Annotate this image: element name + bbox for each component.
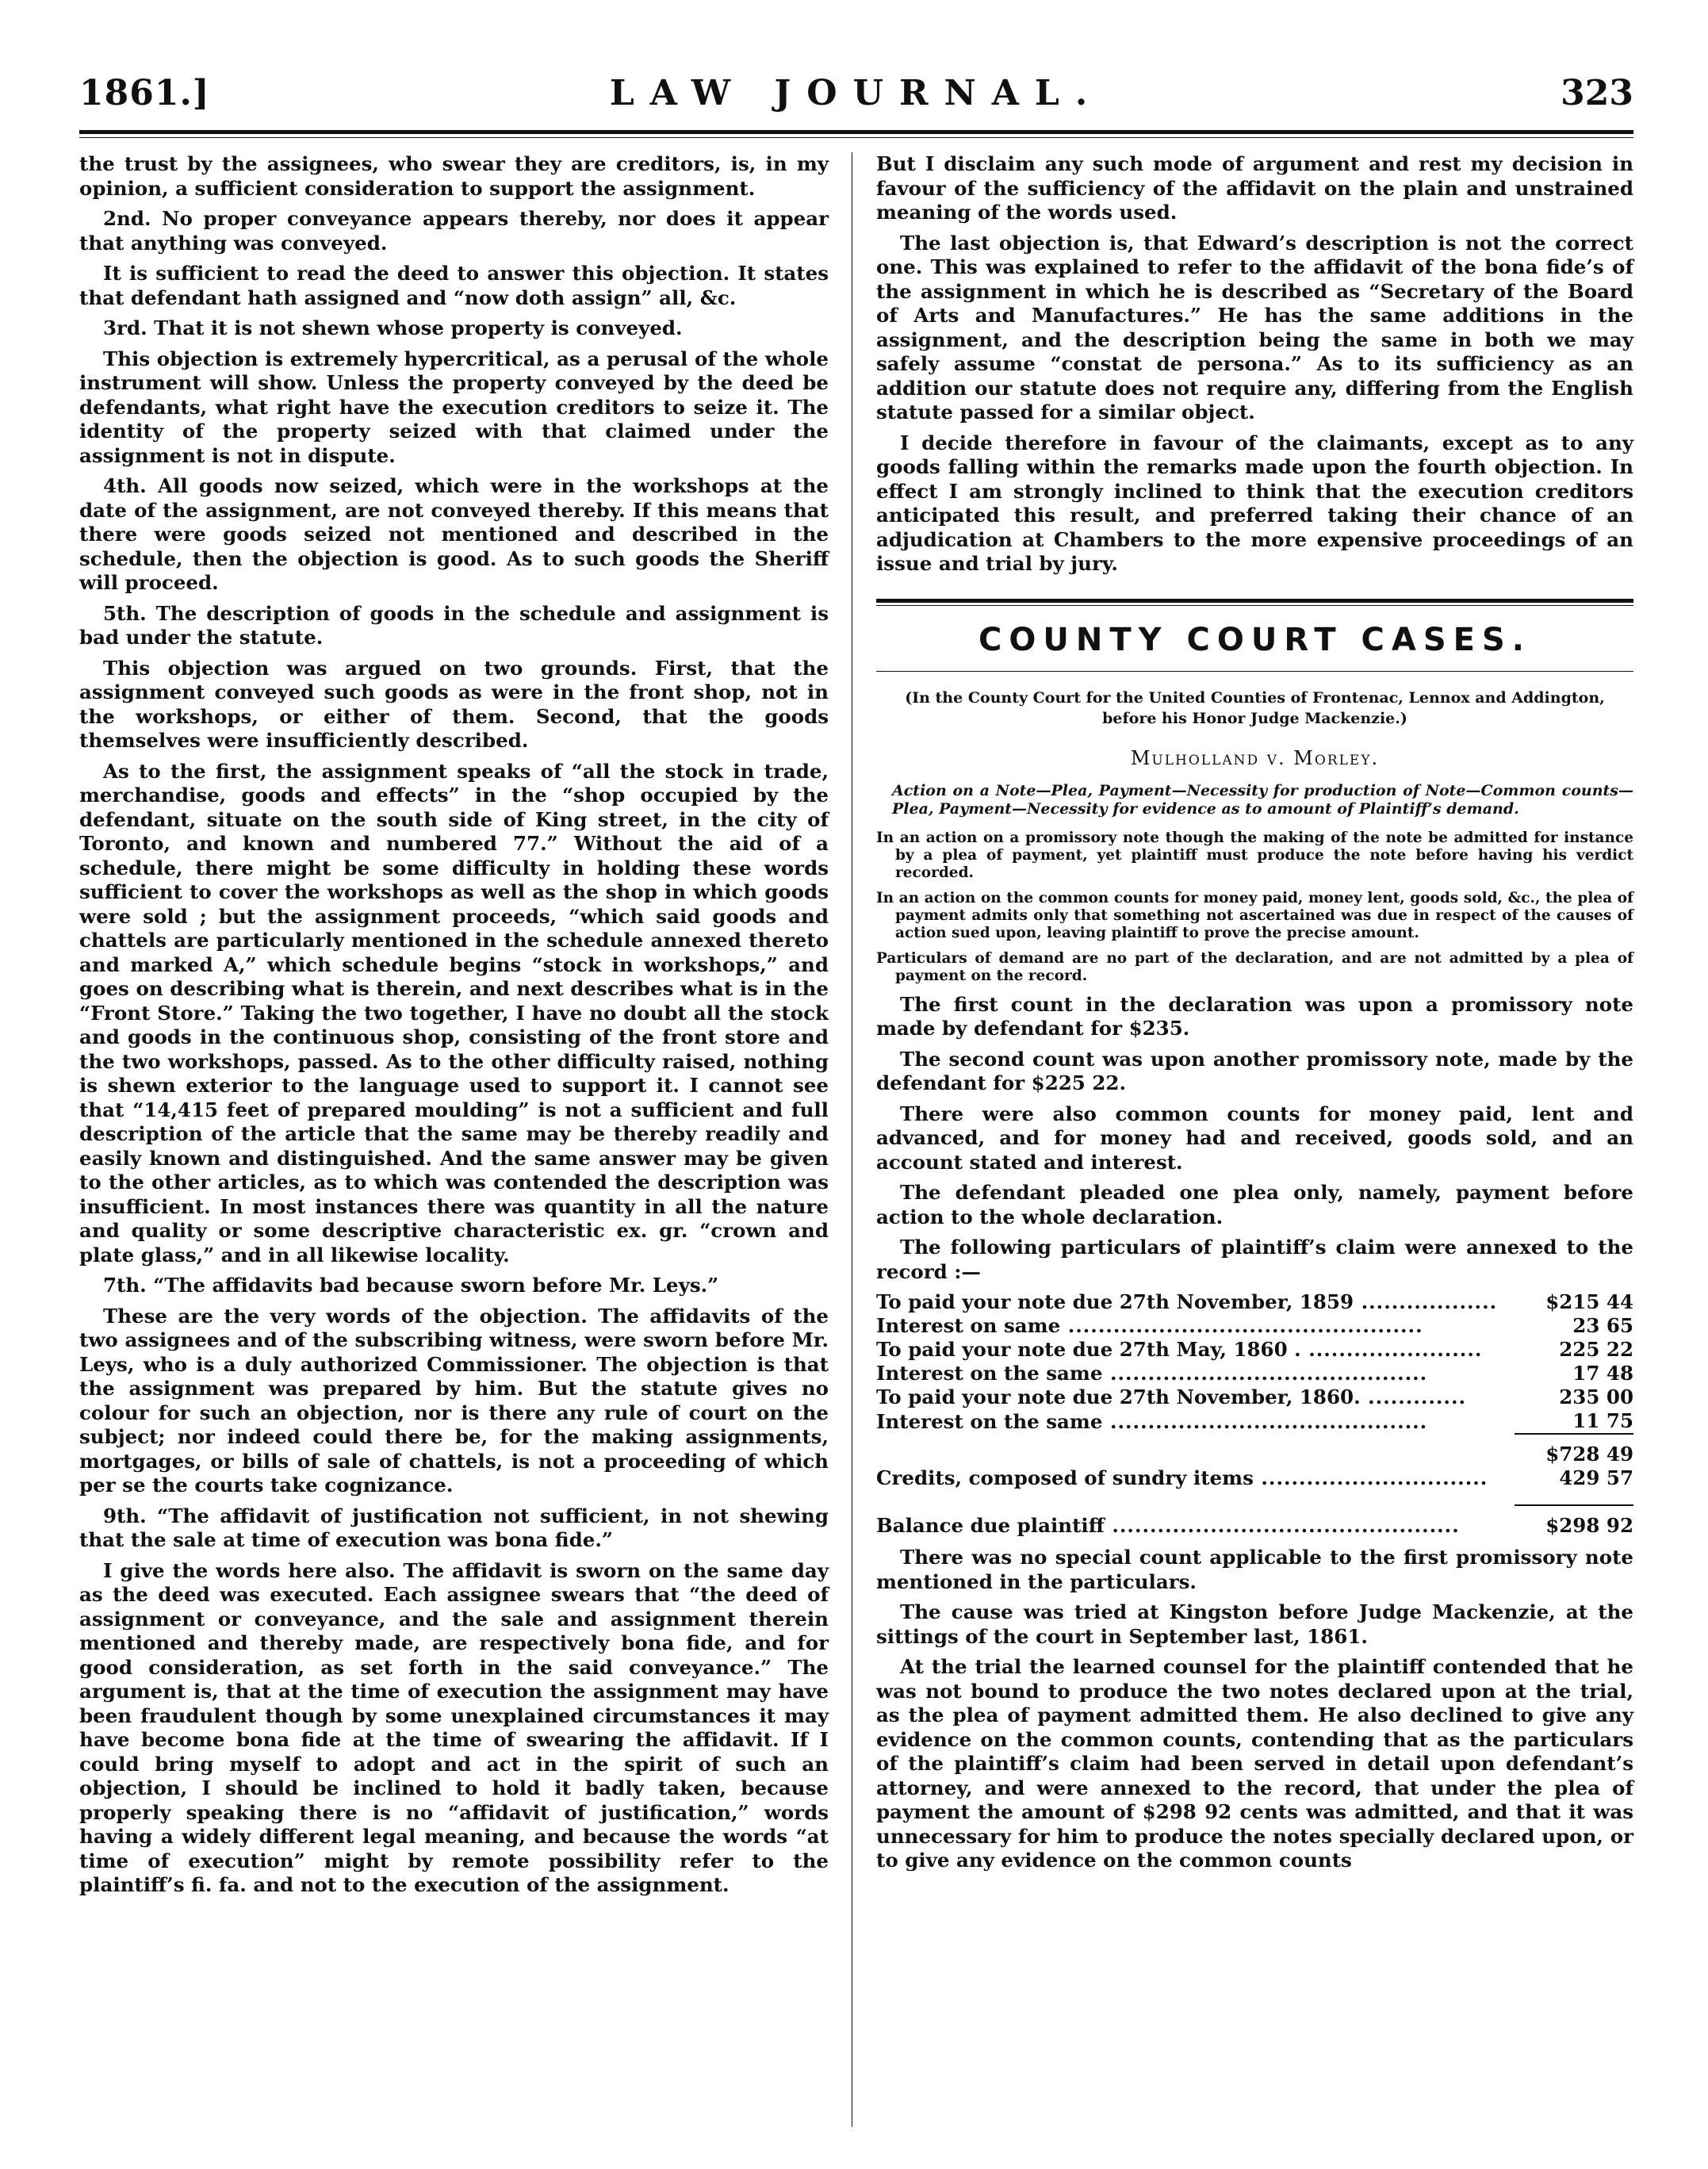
paragraph: It is sufficient to read the deed to answer this objection. It states that defendant hath assigned and “now doth assign” all, &c. xyxy=(79,262,829,309)
row-amount: 429 57 xyxy=(1559,1466,1633,1489)
paragraph: This objection is extremely hypercritical, as a perusal of the whole instrument will show. Unless the property conveyed by the deed be defendants, what right have the execution creditors to seize it. The identity of the property seized with that claimed under the assignment is not in dispute. xyxy=(79,347,829,467)
running-header xyxy=(79,73,1633,130)
table-row xyxy=(876,1290,1633,1314)
row-label: Balance due plaintiff .............................................. xyxy=(876,1514,1460,1537)
case-title: Mulholland v. Morley. xyxy=(1130,747,1380,769)
balance-amount: $298 92 xyxy=(1515,1505,1633,1538)
row-label: To paid your note due 27th November, 1860. ............. xyxy=(876,1385,1467,1408)
particulars-table xyxy=(876,1290,1633,1538)
paragraph: These are the very words of the objection. The affidavits of the two assignees and of the subscribing witness, were sworn before Mr. Leys, who is a duly authorized Commissioner. The objection is that the assignment was prepared by him. But the statute gives no colour for such an objection, nor is there any rule of court on the subject; nor indeed could there be, for the making assignments, mortgages, or bills of sale of chattels, is not a proceeding of which per se the courts take cognizance. xyxy=(79,1304,829,1496)
paragraph: the trust by the assignees, who swear they are creditors, is, in my opinion, a sufficient consideration to support the assignment. xyxy=(79,152,829,200)
paragraph: The last objection is, that Edward’s description is not the correct one. This was explained to refer to the affidavit of the bona fide’s of the assignment in which he is described as “Secretary of the Board of Arts and Manufactures.” He has the same additions in the assignment, and the description being the same in both we may safely assume “constat de persona.” As to its sufficiency as an addition our statute does not require any, differing from the English statute passed for a similar object. xyxy=(876,231,1633,423)
right-column xyxy=(876,152,1633,1880)
header-rule-thin xyxy=(79,137,1633,138)
table-row xyxy=(876,1362,1633,1385)
table-row xyxy=(876,1409,1633,1434)
paragraph: The cause was tried at Kingston before Judge Mackenzie, at the sittings of the court in September last, 1861. xyxy=(876,1600,1633,1648)
row-amount: 235 00 xyxy=(1559,1385,1633,1408)
case-subtitle: Action on a Note—Plea, Payment—Necessity for production of Note—Common counts—Plea, Payment—Necessity for evidence as to amount of Plaintiff’s demand. xyxy=(892,781,1633,818)
row-amount: 11 75 xyxy=(1572,1409,1633,1432)
headnote: In an action on a promissory note though the making of the note be admitted for instance by a plea of payment, yet plaintiff must produce the note before having his verdict recorded. xyxy=(876,829,1633,881)
paragraph: I decide therefore in favour of the claimants, except as to any goods falling within the remarks made upon the fourth objection. In effect I am strongly inclined to think that the execution creditors anticipated this result, and preferred taking their chance of an adjudication at Chambers to the more expensive proceedings of an issue and trial by jury. xyxy=(876,431,1633,575)
paragraph: The second count was upon another promissory note, made by the defendant for $225 22. xyxy=(876,1047,1633,1094)
paragraph: 7th. “The affidavits bad because sworn before Mr. Leys.” xyxy=(103,1274,719,1297)
headnote: In an action on the common counts for money paid, money lent, goods sold, &c., the plea of payment admits only that something not ascertained was due in respect of the causes of action sued upon, leaving plaintiff to prove the precise amount. xyxy=(876,889,1633,941)
row-amount: 17 48 xyxy=(1572,1362,1633,1385)
paragraph: 4th. All goods now seized, which were in the workshops at the date of the assignment, are not conveyed thereby. If this means that there were goods seized not mentioned and described in the schedule, then the objection is good. As to such goods the Sheriff will proceed. xyxy=(79,474,829,594)
paragraph: The first count in the declaration was upon a promissory note made by defendant for $235. xyxy=(876,992,1633,1040)
section-rule-thin xyxy=(876,605,1633,606)
paragraph: This objection was argued on two grounds. First, that the assignment conveyed such goods as were in the front shop, not in the workshops, or either of them. Second, that the goods themselves were insufficiently described. xyxy=(79,656,829,752)
paragraph: The defendant pleaded one plea only, namely, payment before action to the whole declaration. xyxy=(876,1181,1633,1228)
paragraph: 2nd. No proper conveyance appears thereby, nor does it appear that anything was conveyed. xyxy=(79,207,829,255)
paragraph: 5th. The description of goods in the schedule and assignment is bad under the statute. xyxy=(79,601,829,649)
total-amount: $728 49 xyxy=(1515,1434,1633,1466)
section-underline xyxy=(876,671,1633,672)
header-title: LAW JOURNAL. xyxy=(609,73,1104,113)
paragraph: There was no special count applicable to the first promissory note mentioned in the particulars. xyxy=(876,1546,1633,1593)
page-number: 323 xyxy=(1561,73,1633,113)
section-rule xyxy=(876,599,1633,603)
table-row xyxy=(876,1314,1633,1338)
paragraph: There were also common counts for money paid, lent and advanced, and for money had and received, goods sold, and an account stated and interest. xyxy=(876,1102,1633,1174)
row-label: Credits, composed of sundry items .............................. xyxy=(876,1466,1488,1489)
paragraph: But I disclaim any such mode of argument and rest my decision in favour of the sufficiency of the affidavit on the plain and unstrained meaning of the words used. xyxy=(876,152,1633,224)
row-label: Interest on the same .......................................... xyxy=(876,1410,1428,1433)
paragraph: At the trial the learned counsel for the plaintiff contended that he was not bound to produce the two notes declared upon at the trial, as the plea of payment admitted them. He also declined to give any evidence on the common counts, contending that as the particulars of the plaintiff’s claim had been served in detail upon defendant’s attorney, and were annexed to the record, that under the plea of payment the amount of $298 92 cents was admitted, and that it was unnecessary for him to produce the notes specially declared upon, or to give any evidence on the common counts xyxy=(876,1655,1633,1872)
table-row xyxy=(876,1385,1633,1409)
row-label: To paid your note due 27th May, 1860 . ....................... xyxy=(876,1338,1483,1361)
court-note: (In the County Court for the United Counties of Frontenac, Lennox and Addington, before his Honor Judge Mackenzie.) xyxy=(905,689,1605,727)
row-label: Interest on same ............................................... xyxy=(876,1314,1423,1337)
total-row xyxy=(876,1434,1633,1466)
headnote: Particulars of demand are no part of the declaration, and are not admitted by a plea of payment on the record. xyxy=(876,949,1633,984)
section-title: COUNTY COURT CASES. xyxy=(978,621,1531,658)
table-row xyxy=(876,1338,1633,1362)
page xyxy=(79,73,1633,2135)
row-amount: 225 22 xyxy=(1559,1338,1633,1361)
header-rule xyxy=(79,130,1633,134)
paragraph: The following particulars of plaintiff’s claim were annexed to the record :— xyxy=(876,1236,1633,1283)
balance-row xyxy=(876,1505,1633,1538)
paragraph: 3rd. That it is not shewn whose property is conveyed. xyxy=(103,316,683,339)
row-label: To paid your note due 27th November, 1859 .................. xyxy=(876,1290,1498,1313)
row-label: Interest on the same .......................................... xyxy=(876,1362,1428,1385)
paragraph: 9th. “The affidavit of justification not sufficient, in not shewing that the sale at time of execution was bona fide.” xyxy=(79,1504,829,1551)
credits-row xyxy=(876,1466,1633,1490)
header-year: 1861.] xyxy=(79,73,210,113)
paragraph: I give the words here also. The affidavit is sworn on the same day as the deed was executed. Each assignee swears that “the deed of assignment or conveyance, and the sale and assignment therein mentioned and thereby made, are respectively bona fide, and for good consideration, as set forth in the said conveyance.” The argument is, that at the time of execution the assignment may have been fraudulent though by some unexplained circumstances it may have become bona fide at the time of swearing the affidavit. If I could bring myself to adopt and act in the spirit of such an objection, I should be inclined to hold it badly taken, because properly speaking there is no “affidavit of justification,” words having a widely different legal meaning, and because the words “at time of execution” might by remote possibility refer to the plaintiff’s fi. fa. and not to the execution of the assignment. xyxy=(79,1558,829,1896)
row-amount: 23 65 xyxy=(1572,1314,1633,1337)
paragraph: As to the first, the assignment speaks of “all the stock in trade, merchandise, goods and effects” in the “shop occupied by the defendant, situate on the south side of King street, in the city of Toronto, and known and numbered 77.” Without the aid of a schedule, there might be some difficulty in holding these words sufficient to cover the workshops as well as the shop in which goods were sold ; but the assignment proceeds, “which said goods and chattels are particularly mentioned in the schedule annexed thereto and marked A,” which schedule begins “stock in workshops,” and goes on describing what is therein, and next describes what is in the “Front Store.” Taking the two together, I have no doubt all the stock and goods in the continuous shop, consisting of the front store and the two workshops, passed. As to the other difficulty raised, nothing is shewn exterior to the language used to support it. I cannot see that “14,415 feet of prepared moulding” is not a sufficient and full description of the article that the same may be thereby readily and easily known and distinguished. And the same answer may be given to the other articles, as to which was contended the description was insufficient. In most instances there was quantity in all the nature and quality or some descriptive characteristic ex. gr. “crown and plate glass,” and in all likewise locality. xyxy=(79,759,829,1267)
row-amount: $215 44 xyxy=(1545,1290,1633,1313)
left-column xyxy=(79,152,829,1904)
